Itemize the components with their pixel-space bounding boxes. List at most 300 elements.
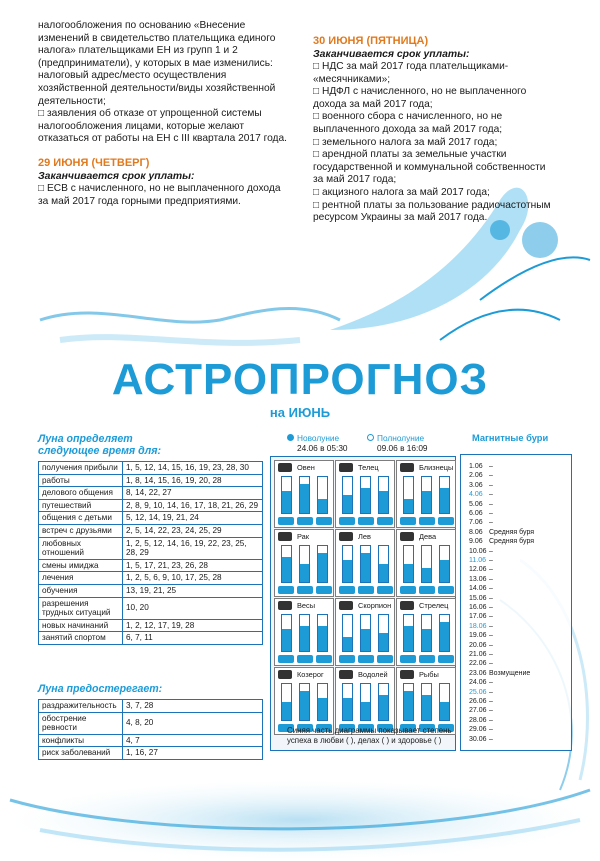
success-bar-fill xyxy=(343,698,352,720)
intro-line: □ заявления об отказе от упрощенной системы xyxy=(38,108,262,120)
storm-note: – xyxy=(489,575,493,583)
row-days: 4, 8, 20 xyxy=(123,712,263,734)
row-days: 3, 7, 28 xyxy=(123,700,263,713)
storm-date: 16.06 xyxy=(469,604,487,611)
moon-warns-heading: Луна предостерегает: xyxy=(38,683,163,695)
storm-row xyxy=(469,585,493,593)
storm-note: Средняя буря xyxy=(489,538,535,546)
row-days: 1, 2, 5, 6, 9, 10, 17, 25, 28 xyxy=(123,572,263,585)
storm-row xyxy=(469,698,493,706)
success-bar xyxy=(299,476,310,514)
success-bar-fill xyxy=(379,491,388,513)
success-bar-fill xyxy=(422,629,431,651)
intro-line: хозяйственной деятельности/виды хозяйственной xyxy=(38,82,276,94)
success-bar xyxy=(378,476,389,514)
health-icon xyxy=(377,655,393,663)
success-bar xyxy=(439,545,450,583)
success-bar-fill xyxy=(282,557,291,582)
storm-date: 4.06 xyxy=(469,491,483,499)
row-label: делового общения xyxy=(39,487,123,500)
zodiac-glyph-icon xyxy=(400,532,414,541)
storm-row xyxy=(469,689,493,697)
storm-date: 22.06 xyxy=(469,660,487,668)
health-icon xyxy=(377,517,393,525)
money-icon xyxy=(278,517,294,525)
storm-date: 25.06 xyxy=(469,688,487,696)
day-30-line: за май 2017 года; xyxy=(313,174,397,186)
intro-line: отказаться от работы на ЕН с III квартала 2017 года. xyxy=(38,133,287,145)
success-bar-fill xyxy=(361,702,370,720)
storm-row xyxy=(469,463,493,471)
row-label: разрешения трудных ситуаций xyxy=(39,597,123,619)
success-bar-fill xyxy=(318,553,327,582)
table-row xyxy=(39,474,263,487)
success-bar xyxy=(317,476,328,514)
heart-icon xyxy=(297,586,313,594)
storm-row xyxy=(469,557,493,565)
day-30-line: □ рентной платы за пользование радиочастотным xyxy=(313,199,551,211)
heart-icon xyxy=(358,586,374,594)
storm-date: 29.06 xyxy=(469,726,487,734)
zodiac-sign-6 xyxy=(396,529,456,597)
zodiac-legend: Синяя часть диаграммы показывает степень успеха в любви ( ), делах ( ) и здоровье ( ) xyxy=(287,726,452,745)
row-days: 1, 8, 14, 15, 16, 19, 20, 28 xyxy=(123,474,263,487)
right-column xyxy=(313,34,563,225)
day-29-title: 29 ИЮНЯ (ЧЕТВЕРГ) xyxy=(38,156,150,169)
day-30-line: □ земельного налога за май 2017 года; xyxy=(313,136,498,148)
zodiac-sign-3 xyxy=(396,460,456,528)
row-days: 2, 8, 9, 10, 14, 16, 17, 18, 21, 26, 29 xyxy=(123,499,263,512)
row-label: обучения xyxy=(39,584,123,597)
success-bar xyxy=(342,683,353,721)
success-bar-fill xyxy=(379,633,388,651)
table-row xyxy=(39,734,263,747)
success-bar-fill xyxy=(318,626,327,651)
storm-row xyxy=(469,707,493,715)
storm-row xyxy=(469,717,493,725)
success-bar xyxy=(342,545,353,583)
success-bar-fill xyxy=(379,695,388,720)
success-bar xyxy=(403,614,414,652)
row-label: лечения xyxy=(39,572,123,585)
day-30-line: «месячниками»; xyxy=(313,73,391,85)
storm-row xyxy=(469,566,493,574)
success-bar-fill xyxy=(404,499,413,513)
storm-row xyxy=(469,595,493,603)
day-30-line: □ НДФЛ с начисленного, но не выплаченного xyxy=(313,86,527,98)
storm-date: 13.06 xyxy=(469,575,487,583)
storm-date: 8.06 xyxy=(469,528,483,536)
zodiac-glyph-icon xyxy=(339,532,353,541)
zodiac-name: Скорпион xyxy=(358,601,392,610)
storm-date: 24.06 xyxy=(469,679,487,687)
success-bar xyxy=(281,683,292,721)
storm-date: 6.06 xyxy=(469,510,483,517)
success-bar xyxy=(360,683,371,721)
success-bar-fill xyxy=(404,564,413,582)
heart-icon xyxy=(358,517,374,525)
storm-date: 9.06 xyxy=(469,538,483,546)
intro-line: (предприниматели), у которых в мае изменились: xyxy=(38,57,273,69)
success-bar-fill xyxy=(404,691,413,720)
day-30-line: □ НДС за май 2017 года плательщиками- xyxy=(313,61,509,72)
zodiac-name: Овен xyxy=(297,463,315,472)
success-bar xyxy=(439,614,450,652)
money-icon xyxy=(400,655,416,663)
new-moon xyxy=(287,434,348,453)
table-row xyxy=(39,462,263,475)
storm-note: – xyxy=(489,698,493,705)
storm-row xyxy=(469,679,493,687)
storm-date: 27.06 xyxy=(469,707,487,715)
intro-line: деятельности; xyxy=(38,95,106,107)
zodiac-sign-5 xyxy=(335,529,395,597)
zodiac-name: Близнецы xyxy=(419,463,454,472)
moon-determines-section xyxy=(38,433,263,645)
success-bar xyxy=(317,614,328,652)
success-bar-fill xyxy=(361,488,370,513)
left-column xyxy=(38,20,298,208)
table-row xyxy=(39,487,263,500)
storm-row xyxy=(469,623,493,631)
table-row xyxy=(39,559,263,572)
row-days: 2, 5, 14, 22, 23, 24, 25, 29 xyxy=(123,524,263,537)
storm-row xyxy=(469,472,493,480)
row-days: 6, 7, 11 xyxy=(123,632,263,645)
success-bar xyxy=(403,545,414,583)
full-moon-icon xyxy=(367,434,374,441)
success-bar xyxy=(439,683,450,721)
zodiac-sign-10 xyxy=(274,667,334,735)
success-bar xyxy=(378,545,389,583)
row-label: смены имиджа xyxy=(39,559,123,572)
storm-date: 19.06 xyxy=(469,632,487,640)
storm-date: 28.06 xyxy=(469,716,487,724)
storm-row xyxy=(469,576,493,584)
storm-date: 20.06 xyxy=(469,641,487,649)
storm-note: – xyxy=(489,660,493,668)
health-icon xyxy=(438,517,454,525)
money-icon xyxy=(400,517,416,525)
success-bar xyxy=(281,545,292,583)
row-label: любовных отношений xyxy=(39,537,123,559)
storms-title: Магнитные бури xyxy=(472,433,549,443)
zodiac-name: Козерог xyxy=(297,670,324,679)
day-29-deadline: Заканчивается срок уплаты: xyxy=(38,170,195,182)
day-30-line: □ военного сбора с начисленного, но не xyxy=(313,111,503,123)
storm-note: – xyxy=(489,726,493,734)
storm-date: 7.06 xyxy=(469,519,483,527)
success-bar-fill xyxy=(440,560,449,582)
intro-line: налогообложения лицами, которые желают xyxy=(38,120,245,132)
storm-note: – xyxy=(489,585,493,593)
table-row xyxy=(39,700,263,713)
success-bar-fill xyxy=(440,488,449,513)
success-bar xyxy=(378,614,389,652)
storm-note: – xyxy=(489,547,493,555)
success-bar xyxy=(281,614,292,652)
storm-note: – xyxy=(489,735,493,743)
storm-date: 11.06 xyxy=(469,557,486,564)
storm-date: 21.06 xyxy=(469,651,487,658)
zodiac-grid xyxy=(270,456,456,751)
storms-list xyxy=(460,454,572,751)
row-label: раздражительность xyxy=(39,700,123,713)
success-bar-fill xyxy=(343,495,352,513)
heart-icon xyxy=(419,586,435,594)
zodiac-glyph-icon xyxy=(400,463,414,472)
storm-row xyxy=(469,501,493,509)
storm-note: – xyxy=(489,594,493,602)
success-bar-fill xyxy=(343,560,352,582)
full-moon xyxy=(367,434,428,453)
storm-date: 30.06 xyxy=(469,735,487,743)
moon-warns-table xyxy=(38,699,263,760)
money-icon xyxy=(278,586,294,594)
storm-row xyxy=(469,482,493,490)
success-bar xyxy=(439,476,450,514)
money-icon xyxy=(339,517,355,525)
intro-line: налога» плательщиками ЕН из групп 1 и 2 xyxy=(38,45,238,57)
table-row xyxy=(39,597,263,619)
health-icon xyxy=(316,655,332,663)
zodiac-glyph-icon xyxy=(400,601,414,610)
success-bar xyxy=(403,476,414,514)
row-label: общения с детьми xyxy=(39,512,123,525)
table-row xyxy=(39,712,263,734)
moon-determines-heading-1: Луна определяет xyxy=(38,433,133,445)
success-bar xyxy=(378,683,389,721)
storm-note: – xyxy=(489,566,493,574)
zodiac-name: Водолей xyxy=(358,670,388,679)
storm-row xyxy=(469,510,493,518)
storm-note: – xyxy=(489,510,493,517)
moon-determines-table xyxy=(38,461,263,645)
moon-determines-heading-2: следующее время для: xyxy=(38,445,162,457)
storm-date: 12.06 xyxy=(469,566,487,574)
storm-row xyxy=(469,632,493,640)
zodiac-name: Рак xyxy=(297,532,310,541)
storm-note: Возмущение xyxy=(489,669,531,677)
zodiac-name: Телец xyxy=(358,463,379,472)
day-30-title: 30 ИЮНЯ (ПЯТНИЦА) xyxy=(313,35,429,47)
success-bar-fill xyxy=(300,626,309,651)
zodiac-name: Рыбы xyxy=(419,670,439,679)
zodiac-sign-8 xyxy=(335,598,395,666)
table-row xyxy=(39,499,263,512)
storm-note: – xyxy=(489,472,493,480)
success-bar xyxy=(342,614,353,652)
storm-note: – xyxy=(489,604,493,611)
zodiac-glyph-icon xyxy=(339,463,353,472)
zodiac-glyph-icon xyxy=(278,532,292,541)
storm-row xyxy=(469,736,493,744)
success-bar xyxy=(299,683,310,721)
row-label: риск заболеваний xyxy=(39,747,123,760)
zodiac-sign-2 xyxy=(335,460,395,528)
storm-note: – xyxy=(489,613,493,621)
day-30-line: ресурсом Украины за май 2017 года. xyxy=(313,212,488,224)
storm-note: – xyxy=(489,651,493,658)
row-label: встреч с друзьями xyxy=(39,524,123,537)
success-bar xyxy=(403,683,414,721)
zodiac-sign-7 xyxy=(274,598,334,666)
storm-date: 26.06 xyxy=(469,698,487,705)
success-bar xyxy=(360,614,371,652)
zodiac-name: Стрелец xyxy=(419,601,449,610)
health-icon xyxy=(438,655,454,663)
storm-date: 1.06 xyxy=(469,463,483,470)
table-row xyxy=(39,524,263,537)
table-row xyxy=(39,747,263,760)
storm-row xyxy=(469,491,493,499)
success-bar-fill xyxy=(379,564,388,582)
zodiac-sign-9 xyxy=(396,598,456,666)
storm-note: – xyxy=(489,491,493,499)
success-bar-fill xyxy=(440,702,449,720)
row-label: обострение ревности xyxy=(39,712,123,734)
day-29-line: за май 2017 года горными предприятиями. xyxy=(38,195,241,207)
money-icon xyxy=(278,655,294,663)
zodiac-name: Весы xyxy=(297,601,316,610)
storm-date: 23.06 xyxy=(469,669,487,677)
success-bar-fill xyxy=(422,491,431,513)
new-moon-label: Новолуние xyxy=(297,433,340,443)
row-days: 1, 5, 17, 21, 23, 26, 28 xyxy=(123,559,263,572)
intro-line: налоговый адрес/место осуществления xyxy=(38,70,227,82)
heart-icon xyxy=(358,655,374,663)
table-row xyxy=(39,584,263,597)
success-bar-fill xyxy=(422,695,431,720)
zodiac-glyph-icon xyxy=(278,670,292,679)
intro-line: изменений в свидетельство плательщика единого xyxy=(38,32,276,44)
storm-date: 15.06 xyxy=(469,594,487,602)
table-row xyxy=(39,512,263,525)
zodiac-glyph-icon xyxy=(400,670,414,679)
storm-row xyxy=(469,651,493,659)
row-label: конфликты xyxy=(39,734,123,747)
success-bar-fill xyxy=(282,702,291,720)
moon-warns-section xyxy=(38,683,263,760)
success-bar-fill xyxy=(282,491,291,513)
zodiac-name: Лев xyxy=(358,532,371,541)
row-days: 1, 5, 12, 14, 15, 16, 19, 23, 28, 30 xyxy=(123,462,263,475)
day-30-line: □ акцизного налога за май 2017 года; xyxy=(313,186,490,198)
success-bar xyxy=(317,545,328,583)
zodiac-glyph-icon xyxy=(278,601,292,610)
new-moon-icon xyxy=(287,434,294,441)
zodiac-name: Дева xyxy=(419,532,437,541)
storm-note: Средняя буря xyxy=(489,528,535,536)
success-bar xyxy=(299,614,310,652)
storm-row xyxy=(469,670,530,678)
storm-row xyxy=(469,538,534,546)
storm-note: – xyxy=(489,463,493,470)
page-title: АСТРОПРОГНОЗ xyxy=(111,355,489,404)
health-icon xyxy=(438,586,454,594)
storm-note: – xyxy=(489,641,493,649)
success-bar-fill xyxy=(300,484,309,513)
storm-note: – xyxy=(489,500,493,508)
row-days: 4, 7 xyxy=(123,734,263,747)
success-bar-fill xyxy=(361,553,370,582)
success-bar-fill xyxy=(318,499,327,513)
success-bar xyxy=(342,476,353,514)
success-bar xyxy=(317,683,328,721)
row-days: 8, 14, 22, 27 xyxy=(123,487,263,500)
row-label: занятий спортом xyxy=(39,632,123,645)
row-label: новых начинаний xyxy=(39,619,123,632)
heart-icon xyxy=(297,517,313,525)
full-moon-label: Полнолуние xyxy=(377,433,425,443)
storm-note: – xyxy=(489,632,493,640)
row-days: 1, 16, 27 xyxy=(123,747,263,760)
row-label: путешествий xyxy=(39,499,123,512)
zodiac-glyph-icon xyxy=(339,601,353,610)
success-bar-fill xyxy=(318,698,327,720)
storm-row xyxy=(469,548,493,556)
zodiac-glyph-icon xyxy=(339,670,353,679)
row-days: 1, 2, 12, 17, 19, 28 xyxy=(123,619,263,632)
success-bar xyxy=(421,476,432,514)
success-bar xyxy=(281,476,292,514)
storm-date: 3.06 xyxy=(469,481,483,489)
success-bar-fill xyxy=(282,629,291,651)
row-label: получения прибыли xyxy=(39,462,123,475)
table-row xyxy=(39,619,263,632)
health-icon xyxy=(316,586,332,594)
day-30-line: государственной и коммунальной собственности xyxy=(313,161,546,173)
storm-date: 14.06 xyxy=(469,585,487,593)
intro-line: налогообложения по основанию «Внесение xyxy=(38,20,246,31)
storm-note: – xyxy=(489,707,493,715)
day-30-line: □ арендной платы за земельные участки xyxy=(313,149,507,161)
success-bar-fill xyxy=(440,622,449,651)
heart-icon xyxy=(419,517,435,525)
row-days: 1, 2, 5, 12, 14, 16, 19, 22, 23, 25, 28, 29 xyxy=(123,537,263,559)
new-moon-date: 24.06 в 05:30 xyxy=(297,442,348,453)
zodiac-sign-4 xyxy=(274,529,334,597)
storm-note: – xyxy=(489,557,493,564)
success-bar xyxy=(360,545,371,583)
day-30-line: выплаченного дохода за май 2017 года; xyxy=(313,123,503,135)
zodiac-sign-1 xyxy=(274,460,334,528)
table-row xyxy=(39,537,263,559)
day-29-line: □ ЕСВ с начисленного, но не выплаченного дохода xyxy=(38,182,281,194)
storm-row xyxy=(469,529,534,537)
storm-date: 2.06 xyxy=(469,472,483,480)
zodiac-sign-12 xyxy=(396,667,456,735)
success-bar xyxy=(299,545,310,583)
money-icon xyxy=(339,655,355,663)
success-bar-fill xyxy=(300,691,309,720)
success-bar xyxy=(360,476,371,514)
storm-row xyxy=(469,613,493,621)
day-30-line: дохода за май 2017 года; xyxy=(313,98,433,110)
zodiac-sign-11 xyxy=(335,667,395,735)
health-icon xyxy=(316,517,332,525)
storm-note: – xyxy=(489,622,493,630)
row-days: 5, 12, 14, 19, 21, 24 xyxy=(123,512,263,525)
storm-note: – xyxy=(489,679,493,687)
day-30-deadline: Заканчивается срок уплаты: xyxy=(313,49,470,60)
money-icon xyxy=(400,586,416,594)
row-label: работы xyxy=(39,474,123,487)
success-bar xyxy=(421,614,432,652)
success-bar-fill xyxy=(300,564,309,582)
table-row xyxy=(39,632,263,645)
heart-icon xyxy=(297,655,313,663)
